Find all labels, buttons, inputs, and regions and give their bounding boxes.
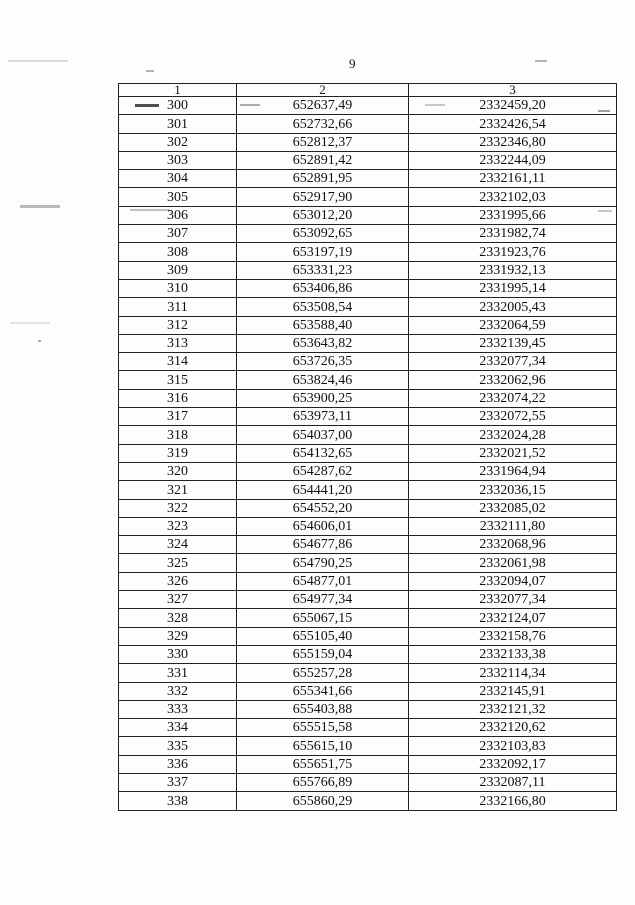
y-coordinate-cell: 2332103,83: [409, 737, 617, 755]
table-row: [119, 206, 617, 224]
y-coordinate-cell: 2332244,09: [409, 151, 617, 169]
y-coordinate-cell: 2331964,94: [409, 462, 617, 480]
y-coordinate-cell: 2332102,03: [409, 188, 617, 206]
coordinates-table: [118, 83, 617, 811]
point-number-cell: 335: [119, 737, 237, 755]
y-coordinate-cell: 2332072,55: [409, 408, 617, 426]
x-coordinate-cell: 653824,46: [237, 371, 409, 389]
point-number-cell: 338: [119, 792, 237, 810]
y-coordinate-cell: 2332094,07: [409, 572, 617, 590]
table-row: [119, 97, 617, 115]
table-row: [119, 700, 617, 718]
y-coordinate-cell: 2332077,34: [409, 353, 617, 371]
x-coordinate-cell: 653588,40: [237, 316, 409, 334]
point-number-cell: 325: [119, 554, 237, 572]
y-coordinate-cell: 2332064,59: [409, 316, 617, 334]
y-coordinate-cell: 2332077,34: [409, 591, 617, 609]
point-number-cell: 305: [119, 188, 237, 206]
point-number-cell: 300: [119, 97, 237, 115]
y-coordinate-cell: 2332145,91: [409, 682, 617, 700]
table-row: [119, 664, 617, 682]
point-number-cell: 316: [119, 389, 237, 407]
y-coordinate-cell: 2332005,43: [409, 298, 617, 316]
point-number-cell: 331: [119, 664, 237, 682]
y-coordinate-cell: 2332114,34: [409, 664, 617, 682]
table-row: [119, 426, 617, 444]
column-header: 1: [119, 84, 237, 97]
x-coordinate-cell: 654977,34: [237, 591, 409, 609]
table-row: [119, 609, 617, 627]
page-number: 9: [349, 56, 356, 71]
x-coordinate-cell: 654037,00: [237, 426, 409, 444]
y-coordinate-cell: 2332068,96: [409, 536, 617, 554]
scan-artifact: [8, 60, 68, 62]
point-number-cell: 333: [119, 700, 237, 718]
point-number-cell: 306: [119, 206, 237, 224]
table-row: [119, 334, 617, 352]
y-coordinate-cell: 2332158,76: [409, 627, 617, 645]
table-row: [119, 737, 617, 755]
x-coordinate-cell: 654790,25: [237, 554, 409, 572]
y-coordinate-cell: 2331995,14: [409, 279, 617, 297]
point-number-cell: 329: [119, 627, 237, 645]
table-row: [119, 389, 617, 407]
x-coordinate-cell: 653643,82: [237, 334, 409, 352]
x-coordinate-cell: 655766,89: [237, 773, 409, 791]
table-row: [119, 719, 617, 737]
x-coordinate-cell: 653092,65: [237, 225, 409, 243]
y-coordinate-cell: 2332133,38: [409, 645, 617, 663]
column-header: 2: [237, 84, 409, 97]
point-number-cell: 323: [119, 517, 237, 535]
point-number-cell: 332: [119, 682, 237, 700]
point-number-cell: 320: [119, 462, 237, 480]
point-number-cell: 318: [119, 426, 237, 444]
y-coordinate-cell: 2332021,52: [409, 444, 617, 462]
x-coordinate-cell: 652891,42: [237, 151, 409, 169]
point-number-cell: 314: [119, 353, 237, 371]
x-coordinate-cell: 652637,49: [237, 97, 409, 115]
table-row: [119, 792, 617, 810]
table-row: [119, 353, 617, 371]
y-coordinate-cell: 2332139,45: [409, 334, 617, 352]
point-number-cell: 321: [119, 481, 237, 499]
x-coordinate-cell: 654552,20: [237, 499, 409, 517]
point-number-cell: 315: [119, 371, 237, 389]
x-coordinate-cell: 655515,58: [237, 719, 409, 737]
table-row: [119, 481, 617, 499]
table-row: [119, 316, 617, 334]
y-coordinate-cell: 2332459,20: [409, 97, 617, 115]
table-row: [119, 591, 617, 609]
y-coordinate-cell: 2332111,80: [409, 517, 617, 535]
point-number-cell: 304: [119, 170, 237, 188]
point-number-cell: 336: [119, 755, 237, 773]
x-coordinate-cell: 655615,10: [237, 737, 409, 755]
x-coordinate-cell: 653973,11: [237, 408, 409, 426]
y-coordinate-cell: 2332121,32: [409, 700, 617, 718]
scan-artifact: [20, 205, 60, 208]
point-number-cell: 310: [119, 279, 237, 297]
point-number-cell: 319: [119, 444, 237, 462]
point-number-cell: 301: [119, 115, 237, 133]
y-coordinate-cell: 2332124,07: [409, 609, 617, 627]
x-coordinate-cell: 654877,01: [237, 572, 409, 590]
table-row: [119, 115, 617, 133]
point-number-cell: 313: [119, 334, 237, 352]
table-row: [119, 645, 617, 663]
table-row: [119, 151, 617, 169]
table-row: [119, 572, 617, 590]
x-coordinate-cell: 655403,88: [237, 700, 409, 718]
table-header-row: [119, 84, 617, 97]
x-coordinate-cell: 652917,90: [237, 188, 409, 206]
y-coordinate-cell: 2332426,54: [409, 115, 617, 133]
table-row: [119, 243, 617, 261]
table-row: [119, 444, 617, 462]
x-coordinate-cell: 655257,28: [237, 664, 409, 682]
point-number-cell: 326: [119, 572, 237, 590]
y-coordinate-cell: 2332024,28: [409, 426, 617, 444]
y-coordinate-cell: 2332074,22: [409, 389, 617, 407]
point-number-cell: 317: [119, 408, 237, 426]
y-coordinate-cell: 2331932,13: [409, 261, 617, 279]
scan-artifact: [146, 70, 154, 72]
point-number-cell: 334: [119, 719, 237, 737]
table-row: [119, 188, 617, 206]
table-row: [119, 298, 617, 316]
y-coordinate-cell: 2331982,74: [409, 225, 617, 243]
x-coordinate-cell: 653508,54: [237, 298, 409, 316]
table-row: [119, 554, 617, 572]
x-coordinate-cell: 654132,65: [237, 444, 409, 462]
table-row: [119, 371, 617, 389]
point-number-cell: 307: [119, 225, 237, 243]
table-row: [119, 225, 617, 243]
table-row: [119, 682, 617, 700]
point-number-cell: 330: [119, 645, 237, 663]
x-coordinate-cell: 652812,37: [237, 133, 409, 151]
table-row: [119, 462, 617, 480]
table-row: [119, 517, 617, 535]
x-coordinate-cell: 654441,20: [237, 481, 409, 499]
x-coordinate-cell: 653726,35: [237, 353, 409, 371]
y-coordinate-cell: 2331995,66: [409, 206, 617, 224]
y-coordinate-cell: 2332036,15: [409, 481, 617, 499]
y-coordinate-cell: 2332085,02: [409, 499, 617, 517]
y-coordinate-cell: 2332161,11: [409, 170, 617, 188]
scan-artifact: [10, 322, 50, 324]
x-coordinate-cell: 652891,95: [237, 170, 409, 188]
x-coordinate-cell: 653900,25: [237, 389, 409, 407]
x-coordinate-cell: 654606,01: [237, 517, 409, 535]
scan-artifact: [535, 60, 547, 62]
x-coordinate-cell: 655105,40: [237, 627, 409, 645]
table-row: [119, 279, 617, 297]
x-coordinate-cell: 655067,15: [237, 609, 409, 627]
x-coordinate-cell: 655860,29: [237, 792, 409, 810]
point-number-cell: 308: [119, 243, 237, 261]
x-coordinate-cell: 653406,86: [237, 279, 409, 297]
y-coordinate-cell: 2332346,80: [409, 133, 617, 151]
table-row: [119, 627, 617, 645]
column-header: 3: [409, 84, 617, 97]
table-row: [119, 773, 617, 791]
y-coordinate-cell: 2332166,80: [409, 792, 617, 810]
x-coordinate-cell: 654677,86: [237, 536, 409, 554]
table-row: [119, 499, 617, 517]
x-coordinate-cell: 655159,04: [237, 645, 409, 663]
table-row: [119, 755, 617, 773]
point-number-cell: 311: [119, 298, 237, 316]
y-coordinate-cell: 2332087,11: [409, 773, 617, 791]
x-coordinate-cell: 655341,66: [237, 682, 409, 700]
table-row: [119, 261, 617, 279]
table-row: [119, 170, 617, 188]
point-number-cell: 328: [119, 609, 237, 627]
scan-artifact: [38, 340, 41, 342]
x-coordinate-cell: 654287,62: [237, 462, 409, 480]
x-coordinate-cell: 655651,75: [237, 755, 409, 773]
point-number-cell: 337: [119, 773, 237, 791]
x-coordinate-cell: 652732,66: [237, 115, 409, 133]
table-row: [119, 536, 617, 554]
point-number-cell: 302: [119, 133, 237, 151]
table-row: [119, 408, 617, 426]
y-coordinate-cell: 2332120,62: [409, 719, 617, 737]
point-number-cell: 312: [119, 316, 237, 334]
table-row: [119, 133, 617, 151]
point-number-cell: 324: [119, 536, 237, 554]
point-number-cell: 327: [119, 591, 237, 609]
x-coordinate-cell: 653012,20: [237, 206, 409, 224]
x-coordinate-cell: 653197,19: [237, 243, 409, 261]
y-coordinate-cell: 2331923,76: [409, 243, 617, 261]
y-coordinate-cell: 2332061,98: [409, 554, 617, 572]
y-coordinate-cell: 2332092,17: [409, 755, 617, 773]
point-number-cell: 309: [119, 261, 237, 279]
x-coordinate-cell: 653331,23: [237, 261, 409, 279]
point-number-cell: 322: [119, 499, 237, 517]
y-coordinate-cell: 2332062,96: [409, 371, 617, 389]
point-number-cell: 303: [119, 151, 237, 169]
